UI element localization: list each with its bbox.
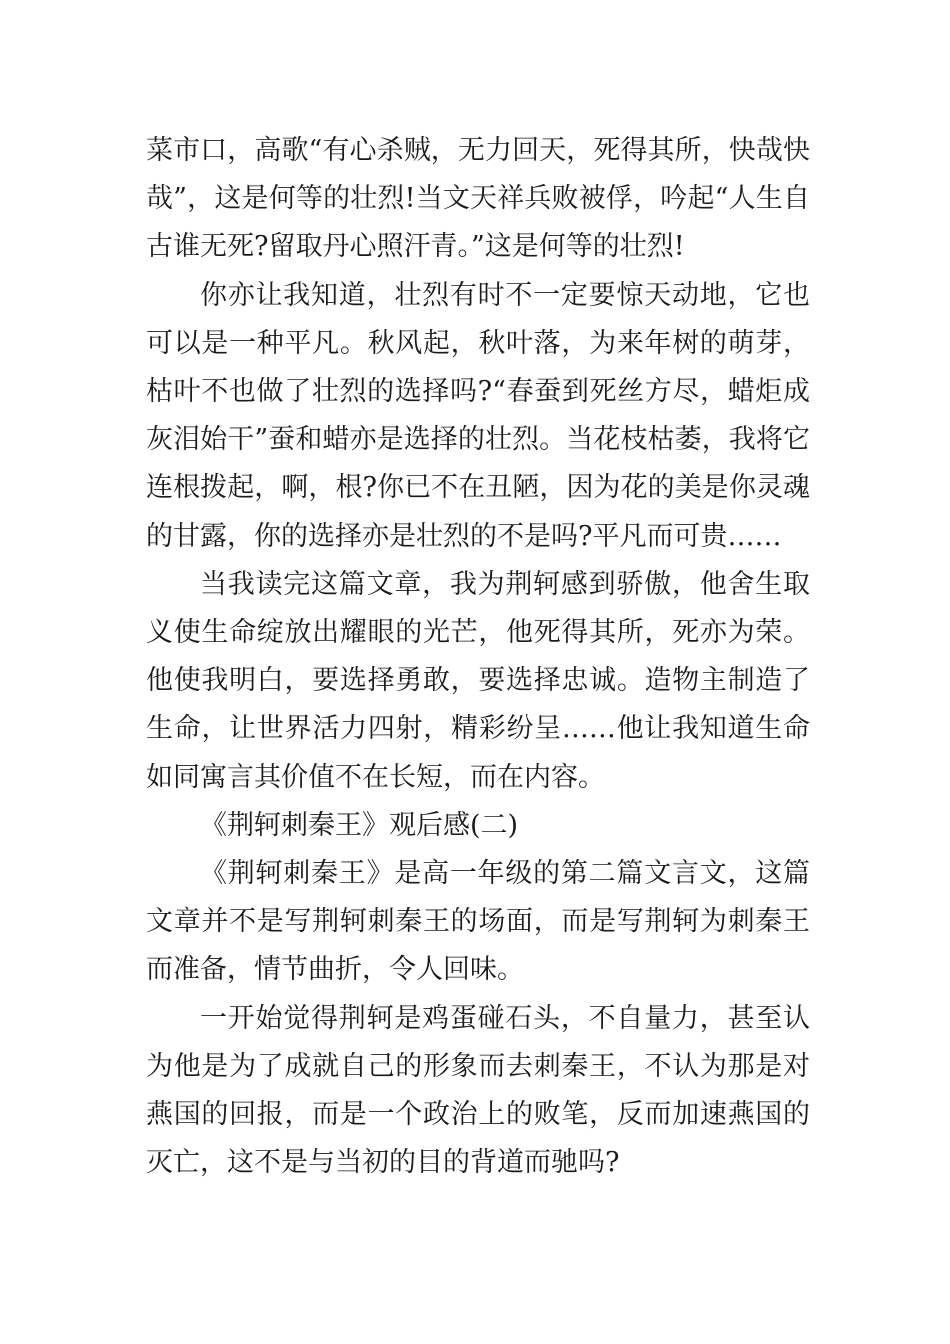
paragraph-3: 当我读完这篇文章，我为荆轲感到骄傲，他舍生取义使生命绽放出耀眼的光芒，他死得其所，死亦为荣。他使我明白，要选择勇敢，要选择忠诚。造物主制造了生命，让世界活力四射，精彩纷呈……他让我知道生命如同寓言其价值不在长短，而在内容。 (146, 568, 810, 793)
document-body (146, 127, 810, 1187)
section-title: 《荆轲刺秦王》观后感(二) (200, 809, 519, 841)
paragraph-2: 你亦让我知道，壮烈有时不一定要惊天动地，它也可以是一种平凡。秋风起，秋叶落，为来年树的萌芽，枯叶不也做了壮烈的选择吗?“春蚕到死丝方尽，蜡炬成灰泪始干”蚕和蜡亦是选择的壮烈。当花枝枯萎，我将它连根拨起，啊，根?你已不在丑陋，因为花的美是你灵魂的甘露，你的选择亦是壮烈的不是吗?平凡而可贵…… (146, 279, 810, 552)
section-paragraph-1: 《荆轲刺秦王》是高一年级的第二篇文言文，这篇文章并不是写荆轲刺秦王的场面，而是写荆轲为刺秦王而准备，情节曲折，令人回味。 (146, 858, 810, 986)
section-paragraph-2: 一开始觉得荆轲是鸡蛋碰石头，不自量力，甚至认为他是为了成就自己的形象而去刺秦王，不认为那是对燕国的回报，而是一个政治上的败笔，反而加速燕国的灭亡，这不是与当初的目的背道而驰吗? (146, 1002, 810, 1179)
paragraph-1: 菜市口，高歌“有心杀贼，无力回天，死得其所，快哉快哉”，这是何等的壮烈!当文天祥兵败被俘，吟起“人生自古谁无死?留取丹心照汗青。”这是何等的壮烈! (146, 135, 810, 263)
